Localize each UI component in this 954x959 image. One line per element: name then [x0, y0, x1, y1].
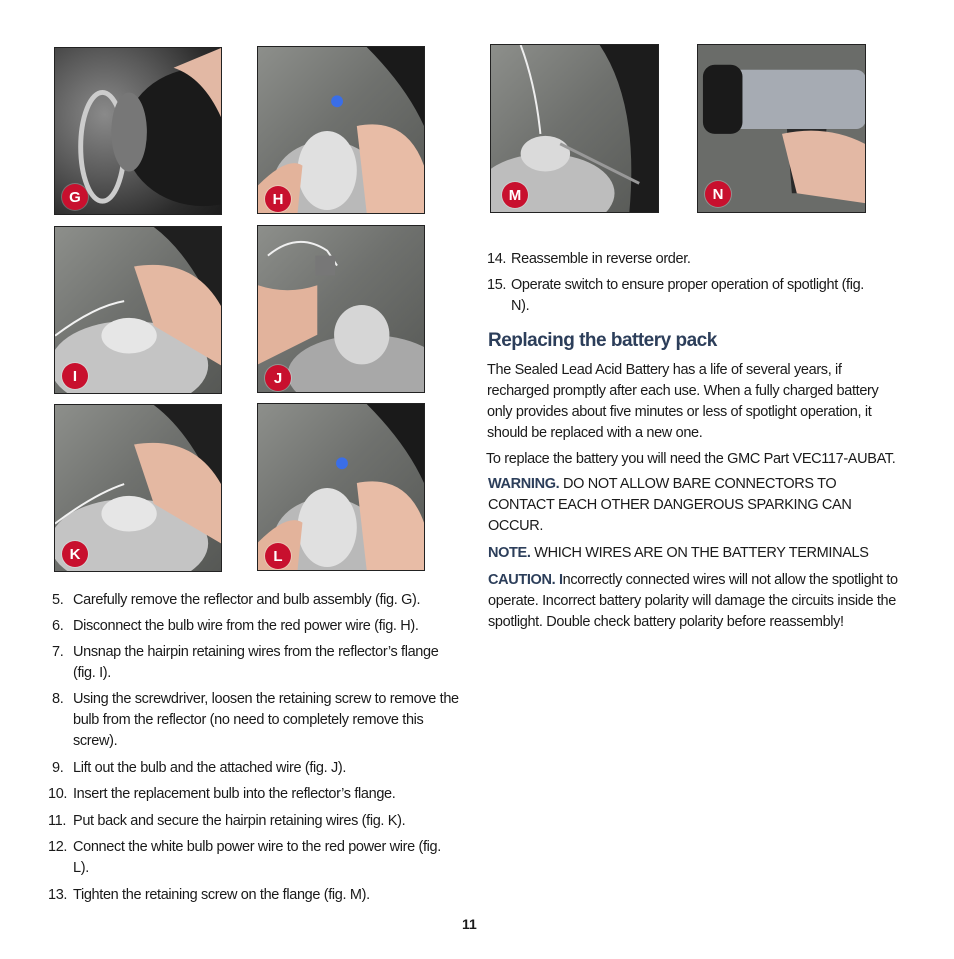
figure-n-photo: [697, 44, 866, 213]
page-number: 11: [462, 916, 477, 932]
warning-label: WARNING.: [488, 476, 560, 492]
step-11: [48, 811, 462, 832]
note-paragraph: [488, 543, 908, 564]
step-text: Using the screwdriver, loosen the retaining screw to remove the bulb from the reflector (no need to completely remove this screw).: [73, 691, 459, 749]
figure-m-label: M: [502, 182, 528, 208]
step-number: 12.: [48, 839, 68, 855]
figure-l-photo: [257, 403, 425, 571]
step-text: Put back and secure the hairpin retaining wires (fig. K).: [73, 813, 406, 829]
step-number: 7.: [52, 644, 64, 660]
step-text: Unsnap the hairpin retaining wires from the reflector’s flange (fig. I).: [73, 644, 439, 681]
figure-h-label: H: [265, 186, 291, 212]
step-text: Disconnect the bulb wire from the red power wire (fig. H).: [73, 618, 419, 634]
step-number: 13.: [48, 887, 68, 903]
figure-g-photo: [54, 47, 222, 215]
step-13: [48, 885, 462, 906]
figure-k-photo: [54, 404, 222, 572]
section-heading: Replacing the battery pack: [488, 330, 717, 351]
step-text: Connect the white bulb power wire to the red power wire (fig. L).: [73, 839, 441, 876]
figure-i-label: I: [62, 363, 88, 389]
step-9: [52, 758, 462, 779]
step-6: [52, 616, 462, 637]
figure-j-photo: [257, 225, 425, 393]
caution-paragraph: [488, 570, 908, 633]
step-text: Lift out the bulb and the attached wire (fig. J).: [73, 760, 347, 776]
figure-k-label: K: [62, 541, 88, 567]
warning-paragraph: [488, 474, 863, 537]
step-text: Tighten the retaining screw on the flange (fig. M).: [73, 887, 370, 903]
step-number: 8.: [52, 691, 64, 707]
battery-part: To replace the battery you will need the GMC Part VEC117-AUBAT.: [486, 451, 896, 467]
step-number: 5.: [52, 592, 64, 608]
step-text: Operate switch to ensure proper operation of spotlight (fig. N).: [511, 277, 864, 314]
step-number: 9.: [52, 760, 64, 776]
step-7: [52, 642, 462, 684]
figure-j-label: J: [265, 365, 291, 391]
battery-intro: The Sealed Lead Acid Battery has a life of several years, if recharged promptly after each use. When a fully charged battery only provides about five minutes or less of spotlight operation, it should be replaced with a new one.: [487, 362, 879, 441]
step-15: [487, 275, 867, 317]
step-number: 15.: [487, 277, 507, 293]
figure-g-label: G: [62, 184, 88, 210]
step-text: Reassemble in reverse order.: [511, 251, 691, 267]
step-number: 11.: [48, 813, 67, 829]
step-number: 14.: [487, 251, 507, 267]
step-5: [52, 590, 462, 611]
caution-text: ncorrectly connected wires will not allow the spotlight to operate. Incorrect battery polarity will damage the circuits inside the spotlight. Double check battery polarity before reassembly!: [488, 572, 898, 630]
note-label: NOTE.: [488, 545, 531, 561]
figure-n-label: N: [705, 181, 731, 207]
note-text: WHICH WIRES ARE ON THE BATTERY TERMINALS: [530, 545, 869, 561]
step-14: [487, 249, 887, 270]
step-number: 10.: [48, 786, 68, 802]
step-number: 6.: [52, 618, 64, 634]
step-12: [48, 837, 448, 879]
figure-l-label: L: [265, 543, 291, 569]
step-8: [52, 689, 462, 752]
step-10: [48, 784, 462, 805]
warning-text: DO NOT ALLOW BARE CONNECTORS TO CONTACT EACH OTHER DANGEROUS SPARKING CAN OCCUR.: [488, 476, 852, 534]
step-text: Insert the replacement bulb into the reflector’s flange.: [73, 786, 396, 802]
figure-m-photo: [490, 44, 659, 213]
caution-label: CAUTION. I: [488, 572, 563, 588]
step-text: Carefully remove the reflector and bulb assembly (fig. G).: [73, 592, 421, 608]
figure-h-photo: [257, 46, 425, 214]
figure-i-photo: [54, 226, 222, 394]
